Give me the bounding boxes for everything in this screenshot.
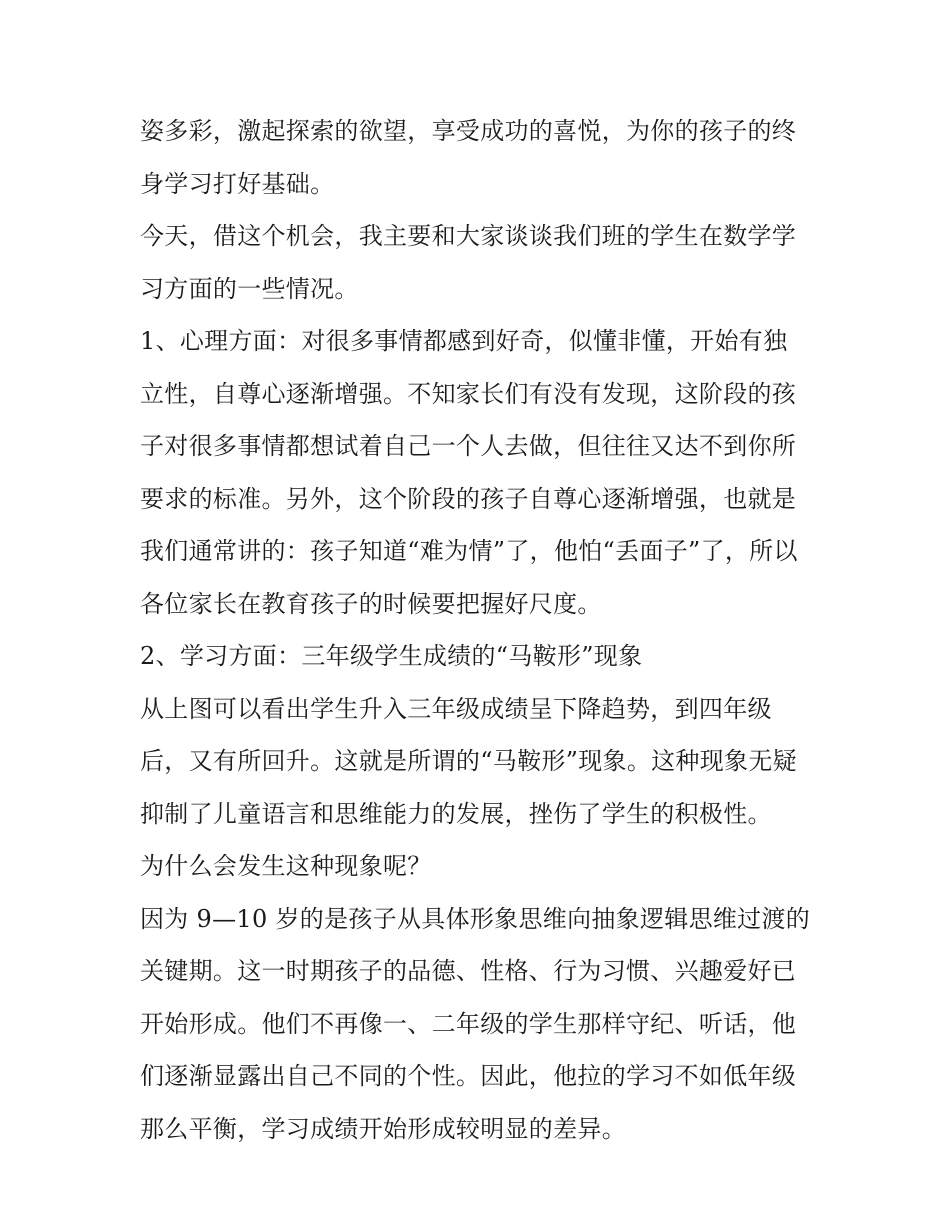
text-line: 今天，借这个机会，我主要和大家谈谈我们班的学生在数学学 [140, 222, 797, 250]
text-line: 从上图可以看出学生升入三年级成绩呈下降趋势，到四年级 [140, 694, 772, 723]
text-line: 关键期。这一时期孩子的品德、性格、行为习惯、兴趣爱好已 [140, 957, 797, 985]
text-line: 我们通常讲的：孩子知道“难为情”了，他怕“丢面子”了，所以 [140, 537, 798, 565]
text-line: 子对很多事情都想试着自己一个人去做，但往往又达不到你所 [140, 432, 797, 460]
text-line: 要求的标准。另外，这个阶段的孩子自尊心逐渐增强，也就是 [140, 484, 797, 513]
text-line: 因为 9—10 岁的是孩子从具体形象思维向抽象逻辑思维过渡的 [140, 904, 811, 933]
text-line: 1、心理方面：对很多事情都感到好奇，似懂非懂，开始有独 [140, 327, 788, 355]
text-line: 立性，自尊心逐渐增强。不知家长们有没有发现，这阶段的孩 [140, 379, 797, 408]
document-body [140, 105, 820, 1155]
text-line: 后，又有所回升。这就是所谓的“马鞍形”现象。这种现象无疑 [140, 747, 797, 775]
text-line: 身学习打好基础。 [140, 169, 335, 198]
text-line: 开始形成。他们不再像一、二年级的学生那样守纪、听话，他 [140, 1009, 797, 1038]
text-line: 抑制了儿童语言和思维能力的发展，挫伤了学生的积极性。 [140, 799, 772, 828]
text-line: 2、学习方面：三年级学生成绩的“马鞍形”现象 [140, 642, 643, 670]
text-line: 各位家长在教育孩子的时候要把握好尺度。 [140, 589, 602, 618]
text-line: 为什么会发生这种现象呢？ [140, 852, 432, 880]
text-line: 那么平衡，学习成绩开始形成较明显的差异。 [140, 1114, 626, 1143]
text-line: 姿多彩，激起探索的欲望，享受成功的喜悦，为你的孩子的终 [140, 117, 797, 145]
text-line: 们逐渐显露出自己不同的个性。因此，他拉的学习不如低年级 [140, 1062, 797, 1090]
text-line: 习方面的一些情况。 [140, 274, 359, 303]
